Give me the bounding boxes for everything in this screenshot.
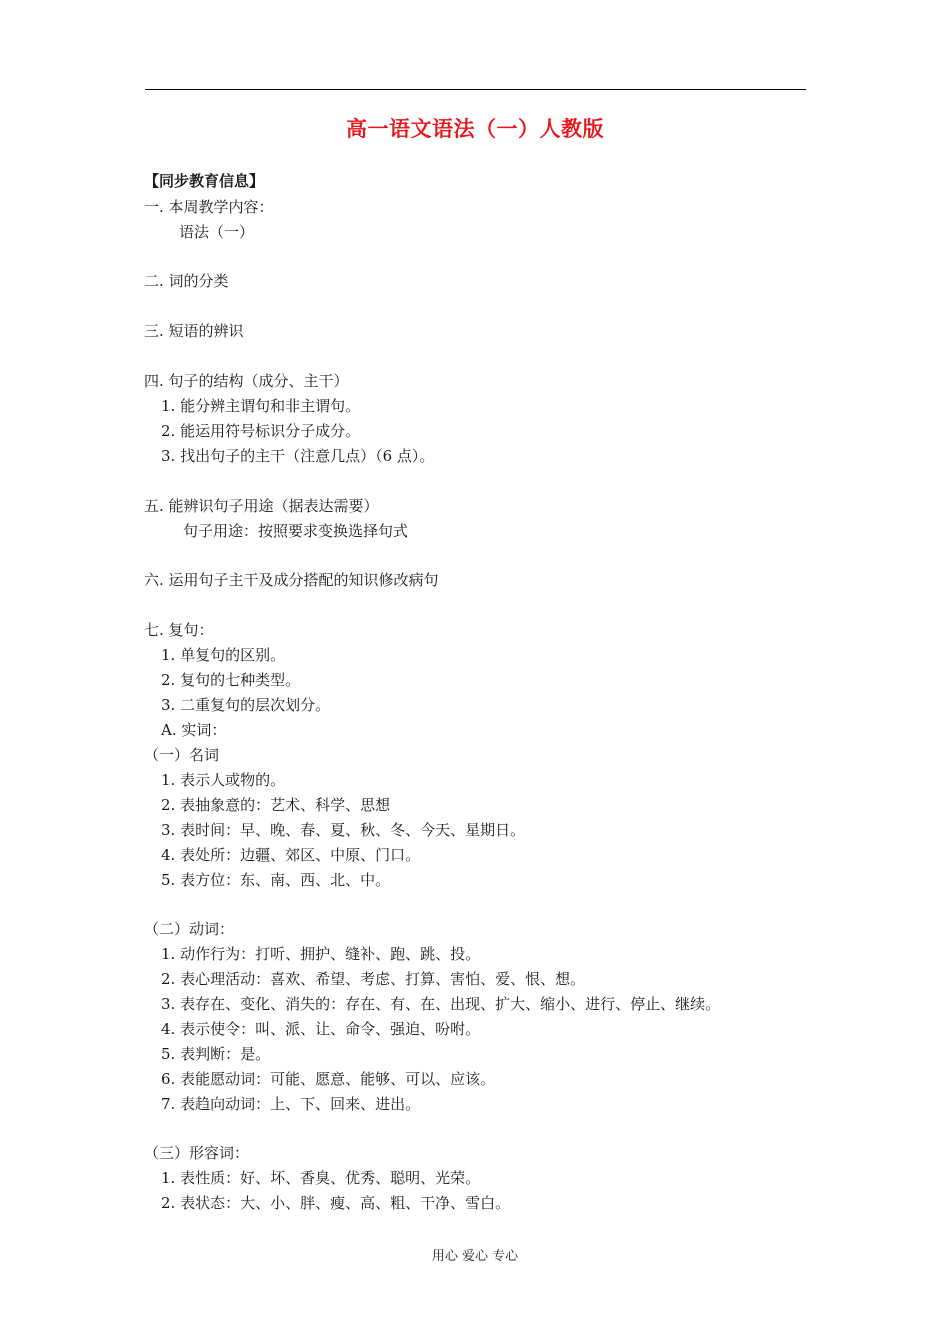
item-4-3: 3. 找出句子的主干（注意几点）（6 点）。 [161,447,435,465]
adjective-heading: （三）形容词： [144,1144,250,1162]
verb-heading: （二）动词： [144,920,235,938]
verb-1: 1. 动作行为：打听、拥护、缝补、跑、跳、投。 [161,945,481,963]
noun-1: 1. 表示人或物的。 [161,771,286,789]
page-footer: 用心 爱心 专心 [431,1249,519,1264]
item-7-1: 1. 单复句的区别。 [161,646,286,664]
document-title: 高一语文语法（一）人教版 [346,117,604,141]
verb-7: 7. 表趋向动词：上、下、回来、进出。 [161,1095,421,1113]
item-4-1: 1. 能分辨主谓句和非主谓句。 [161,397,361,415]
verb-3: 3. 表存在、变化、消失的：存在、有、在、出现、扩大、缩小、进行、停止、继续。 [161,995,721,1013]
item-6: 六. 运用句子主干及成分搭配的知识修改病句 [144,571,439,589]
adjective-1: 1. 表性质：好、坏、香臭、优秀、聪明、光荣。 [161,1169,481,1187]
item-5: 五. 能辨识句子用途（据表达需要） [144,497,379,515]
verb-2: 2. 表心理活动：喜欢、希望、考虑、打算、害怕、爱、恨、想。 [161,970,586,988]
noun-3: 3. 表时间：早、晚、春、夏、秋、冬、今天、星期日。 [161,821,526,839]
item-5-sub: 句子用途：按照要求变换选择句式 [183,522,409,540]
item-1: 一. 本周教学内容： [144,198,274,216]
noun-5: 5. 表方位：东、南、西、北、中。 [161,871,391,889]
item-4: 四. 句子的结构（成分、主干） [144,372,349,390]
item-7-2: 2. 复句的七种类型。 [161,671,301,689]
adjective-2: 2. 表状态：大、小、胖、瘦、高、粗、干净、雪白。 [161,1194,511,1212]
verb-5: 5. 表判断：是。 [161,1045,271,1063]
noun-2: 2. 表抽象意的：艺术、科学、思想 [161,796,391,814]
item-3: 三. 短语的辨识 [144,322,244,340]
item-4-2: 2. 能运用符号标识分子成分。 [161,422,361,440]
item-a-heading: A. 实词： [161,721,227,739]
header-rule [145,89,806,90]
noun-4: 4. 表处所：边疆、郊区、中原、门口。 [161,846,421,864]
item-1-sub: 语法（一） [179,223,255,241]
verb-6: 6. 表能愿动词：可能、愿意、能够、可以、应该。 [161,1070,496,1088]
item-2: 二. 词的分类 [144,272,229,290]
verb-4: 4. 表示使令：叫、派、让、命令、强迫、吩咐。 [161,1020,481,1038]
item-7: 七. 复句： [144,621,214,639]
section-heading: 【同步教育信息】 [144,172,265,190]
noun-heading: （一）名词 [144,746,220,764]
item-7-3: 3. 二重复句的层次划分。 [161,696,331,714]
